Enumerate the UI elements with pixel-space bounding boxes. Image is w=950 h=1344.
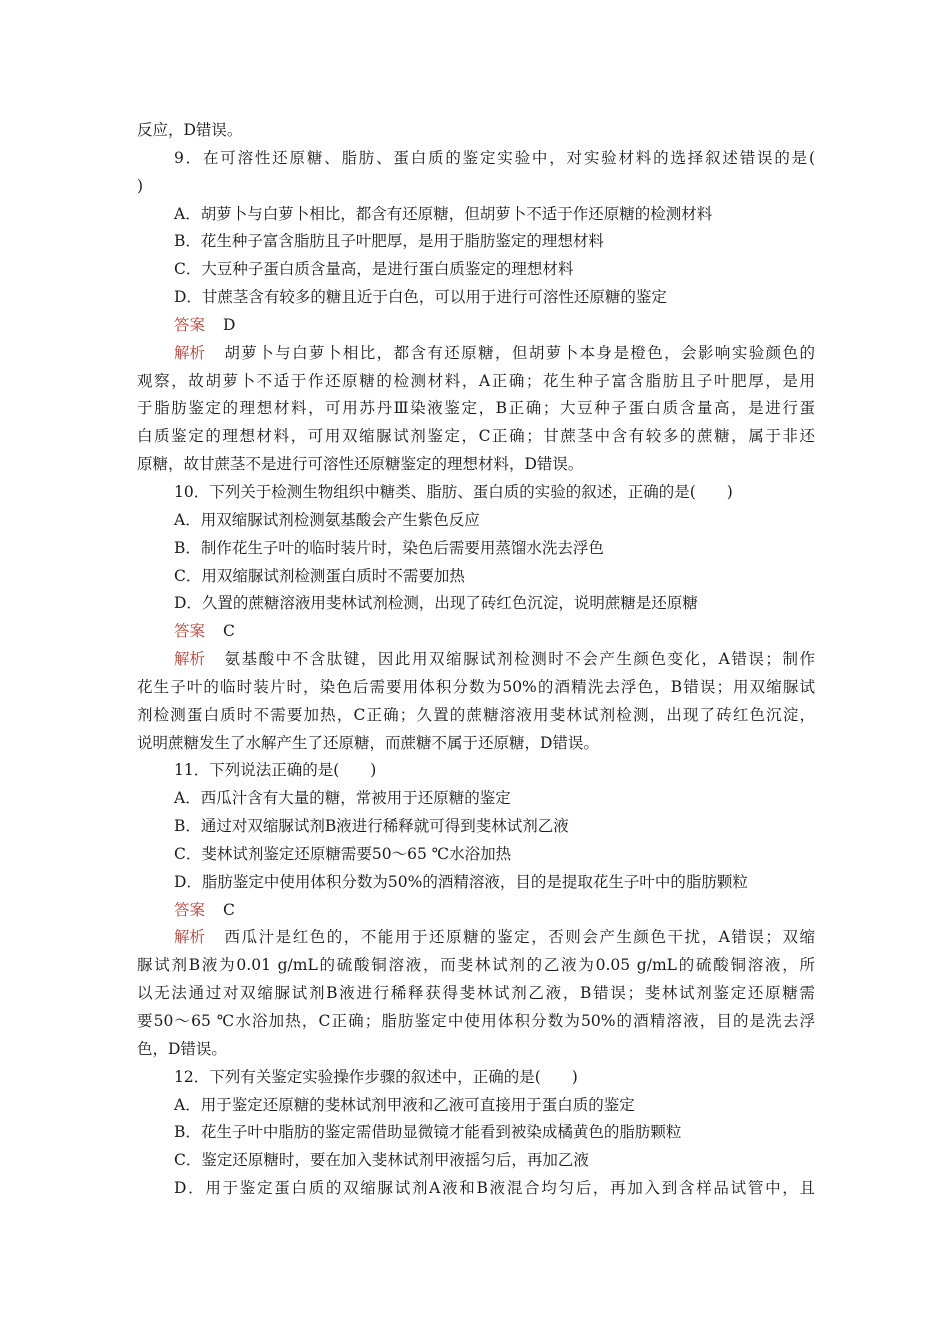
question-11-answer xyxy=(137,897,815,925)
question-12-option-b: B．花生子叶中脂肪的鉴定需借助显微镜才能看到被染成橘黄色的脂肪颗粒 xyxy=(174,1123,682,1142)
question-9-option-d: D．甘蔗茎含有较多的糖且近于白色，可以用于进行可溶性还原糖的鉴定 xyxy=(174,288,667,307)
answer-value: C xyxy=(223,900,235,919)
answer-value: D xyxy=(223,315,236,334)
analysis-label: 解析 xyxy=(174,343,206,362)
question-11-option-a: A．西瓜汁含有大量的糖，常被用于还原糖的鉴定 xyxy=(174,789,511,808)
carryover-line: 反应，D错误。 xyxy=(137,121,243,139)
analysis-line: 剂检测蛋白质时不需要加热，C正确；久置的蔗糖溶液用斐林试剂检测，出现了砖红色沉淀， xyxy=(137,705,815,724)
question-10-stem: 10．下列关于检测生物组织中糖类、脂肪、蛋白质的实验的叙述，正确的是( ) xyxy=(174,482,733,501)
question-9-option-a: A．胡萝卜与白萝卜相比，都含有还原糖，但胡萝卜不适于作还原糖的检测材料 xyxy=(174,204,713,223)
question-9-stem-cont: ) xyxy=(137,176,144,195)
answer-label: 答案 xyxy=(174,315,206,334)
answer-label: 答案 xyxy=(174,622,206,641)
question-11-option-d: D．脂肪鉴定中使用体积分数为50%的酒精溶液，目的是提取花生子叶中的脂肪颗粒 xyxy=(174,872,748,891)
analysis-line: 花生子叶的临时装片时，染色后需要用体积分数为50%的酒精洗去浮色，B错误；用双缩脲试 xyxy=(137,677,815,696)
analysis-line: 原糖，故甘蔗茎不是进行可溶性还原糖鉴定的理想材料，D错误。 xyxy=(137,455,584,474)
analysis-line: 脲试剂B液为0.01 g/mL的硫酸铜溶液，而斐林试剂的乙液为0.05 g/mL的硫酸铜溶液，所 xyxy=(137,956,815,975)
analysis-line: 以无法通过对双缩脲试剂B液进行稀释获得斐林试剂乙液，B错误；斐林试剂鉴定还原糖需 xyxy=(137,984,815,1003)
question-11-analysis xyxy=(137,924,815,952)
analysis-text: 氨基酸中不含肽键，因此用双缩脲试剂检测时不会产生颜色变化，A错误；制作 xyxy=(223,650,815,669)
question-12-option-d: D．用于鉴定蛋白质的双缩脲试剂A液和B液混合均匀后，再加入到含样品试管中，且 xyxy=(174,1179,815,1198)
question-12-stem: 12．下列有关鉴定实验操作步骤的叙述中，正确的是( ) xyxy=(174,1067,578,1086)
analysis-line: 于脂肪鉴定的理想材料，可用苏丹Ⅲ染液鉴定，B正确；大豆种子蛋白质含量高，是进行蛋 xyxy=(137,399,815,418)
question-11-option-b: B．通过对双缩脲试剂B液进行稀释就可得到斐林试剂乙液 xyxy=(174,817,569,836)
analysis-label: 解析 xyxy=(174,928,206,947)
question-11-option-c: C．斐林试剂鉴定还原糖需要50～65 ℃水浴加热 xyxy=(174,844,512,863)
question-9-stem: 9．在可溶性还原糖、脂肪、蛋白质的鉴定实验中，对实验材料的选择叙述错误的是( xyxy=(174,148,815,167)
question-9-option-b: B．花生种子富含脂肪且子叶肥厚，是用于脂肪鉴定的理想材料 xyxy=(174,232,604,251)
answer-value: C xyxy=(223,622,235,641)
analysis-line: 白质鉴定的理想材料，可用双缩脲试剂鉴定，C正确；甘蔗茎中含有较多的蔗糖，属于非还 xyxy=(137,427,815,446)
analysis-text: 西瓜汁是红色的，不能用于还原糖的鉴定，否则会产生颜色干扰，A错误；双缩 xyxy=(223,928,815,947)
question-9-option-c: C．大豆种子蛋白质含量高，是进行蛋白质鉴定的理想材料 xyxy=(174,260,574,279)
question-12-option-c: C．鉴定还原糖时，要在加入斐林试剂甲液摇匀后，再加乙液 xyxy=(174,1151,589,1170)
analysis-line: 观察，故胡萝卜不适于作还原糖的检测材料，A正确；花生种子富含脂肪且子叶肥厚，是用 xyxy=(137,371,815,390)
question-11-stem: 11．下列说法正确的是( ) xyxy=(174,761,377,780)
analysis-line: 说明蔗糖发生了水解产生了还原糖，而蔗糖不属于还原糖，D错误。 xyxy=(137,733,599,752)
document-page xyxy=(137,117,815,1203)
question-12-option-a: A．用于鉴定还原糖的斐林试剂甲液和乙液可直接用于蛋白质的鉴定 xyxy=(174,1095,635,1114)
question-10-analysis xyxy=(137,646,815,674)
question-9-answer xyxy=(137,312,815,340)
question-10-option-a: A．用双缩脲试剂检测氨基酸会产生紫色反应 xyxy=(174,510,480,529)
analysis-line: 要50～65 ℃水浴加热，C正确；脂肪鉴定中使用体积分数为50%的酒精溶液，目的是洗去浮 xyxy=(137,1012,815,1030)
question-10-option-b: B．制作花生子叶的临时装片时，染色后需要用蒸馏水洗去浮色 xyxy=(174,538,604,557)
question-10-option-d: D．久置的蔗糖溶液用斐林试剂检测，出现了砖红色沉淀，说明蔗糖是还原糖 xyxy=(174,594,698,613)
analysis-text: 胡萝卜与白萝卜相比，都含有还原糖，但胡萝卜本身是橙色，会影响实验颜色的 xyxy=(223,343,815,362)
answer-label: 答案 xyxy=(174,900,206,919)
question-9-analysis xyxy=(137,340,815,368)
analysis-label: 解析 xyxy=(174,650,206,669)
analysis-line: 色，D错误。 xyxy=(137,1039,227,1058)
question-10-option-c: C．用双缩脲试剂检测蛋白质时不需要加热 xyxy=(174,566,465,585)
question-10-answer xyxy=(137,618,815,646)
